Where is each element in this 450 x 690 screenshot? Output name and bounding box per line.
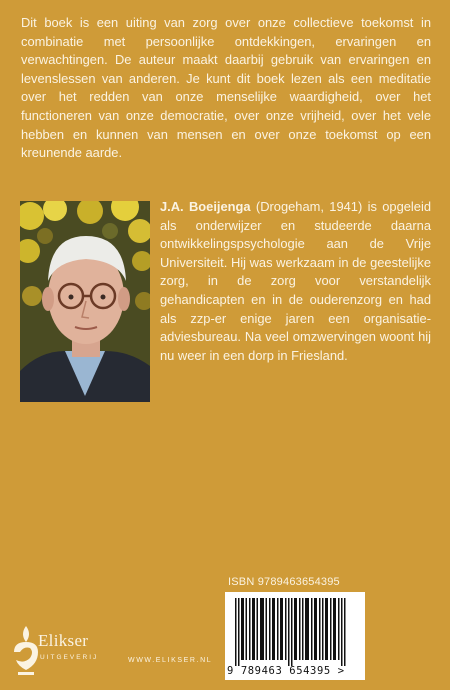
- barcode-digits: 9 789463 654395 >: [227, 665, 345, 677]
- publisher-name: Elikser: [38, 631, 89, 650]
- isbn-label: ISBN 9789463654395: [228, 576, 340, 588]
- author-photo: [20, 201, 150, 402]
- barcode: [225, 592, 365, 680]
- author-bio-text: (Drogeham, 1941) is opgeleid als onderwijzer en studeerde daarna ontwikkelingspsychologie aan de Vrije Universiteit. Hij was werkzaam in de geestelijke zorg, in de zorg voor verstandelijk gehandicapten en in de ouderenzorg en had als zzp-er enige jaren een organisatie-adviesbureau. Na veel omzwervingen woont hij nu weer in een dorp in Friesland.: [160, 199, 431, 363]
- intro-paragraph: Dit boek is een uiting van zorg over onze collectieve toekomst in combinatie met persoonlijke ontdekkingen, ervaringen en verwachtingen. De auteur maakt daarbij gebruik van ervaringen en levenslessen van anderen. Je kunt dit boek lezen als een meditatie over het redden van onze menselijke waardigheid, over het functioneren van onze democratie, over onze vrijheid, over het vele hebben en kunnen van mensen en over onze toekomst op een kreunende aarde.: [21, 15, 431, 161]
- author-name: J.A. Boeijenga: [160, 199, 251, 214]
- publisher-subtitle: UITGEVERIJ: [40, 654, 99, 661]
- publisher-website: WWW.ELIKSER.NL: [128, 657, 213, 664]
- author-bio: [160, 198, 431, 365]
